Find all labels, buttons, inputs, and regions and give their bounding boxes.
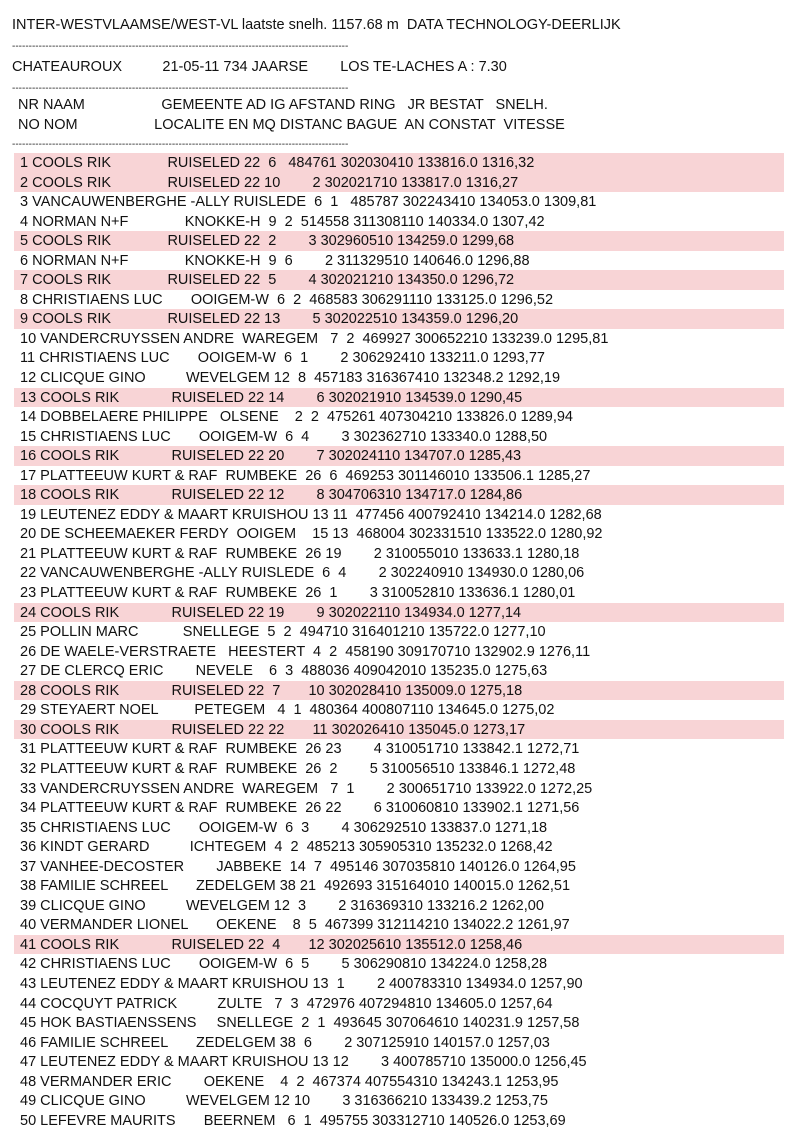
result-row-text: 38 FAMILIE SCHREEL ZEDELGEM 38 21 492693 315164010 140015.0 1262,51 [20,878,571,895]
result-row-highlighted [0,388,800,408]
result-row [0,329,800,349]
result-row [0,915,800,935]
result-row-text: 23 PLATTEEUW KURT & RAF RUMBEKE 26 1 3 310052810 133636.1 1280,01 [20,585,576,602]
result-row [0,1052,800,1072]
result-row [0,583,800,603]
result-row-text: 40 VERMANDER LIONEL OEKENE 8 5 467399 312114210 134022.2 1261,97 [20,917,570,934]
result-row [0,837,800,857]
result-row [0,544,800,564]
result-row [0,1033,800,1053]
result-row-text: 21 PLATTEEUW KURT & RAF RUMBEKE 26 19 2 310055010 133633.1 1280,18 [20,545,580,562]
result-row [0,563,800,583]
result-row-highlighted [0,153,800,173]
result-row-highlighted [0,603,800,623]
result-row-text: 18 COOLS RIK RUISELED 22 12 8 304706310 134717.0 1284,86 [20,487,523,504]
result-row [0,251,800,271]
result-row [0,700,800,720]
result-row [0,1072,800,1092]
result-row-text: 27 DE CLERCQ ERIC NEVELE 6 3 488036 409042010 135235.0 1275,63 [20,663,548,680]
result-row-text: 33 VANDERCRUYSSEN ANDRE WAREGEM 7 1 2 300651710 133922.0 1272,25 [20,780,593,797]
result-row-text: 34 PLATTEEUW KURT & RAF RUMBEKE 26 22 6 310060810 133902.1 1271,56 [20,800,580,817]
result-row-text: 22 VANCAUWENBERGHE -ALLY RUISLEDE 6 4 2 302240910 134930.0 1280,06 [20,565,585,582]
separator-line: ----------------------------------------------------------------------------------------------------- [12,84,349,94]
result-row-text: 7 COOLS RIK RUISELED 22 5 4 302021210 134350.0 1296,72 [20,272,515,289]
result-row [0,192,800,212]
result-row [0,896,800,916]
result-row-text: 49 CLICQUE GINO WEVELGEM 12 10 3 316366210 133439.2 1253,75 [20,1093,548,1110]
result-row-text: 31 PLATTEEUW KURT & RAF RUMBEKE 26 23 4 310051710 133842.1 1272,71 [20,741,580,758]
result-row-text: 46 FAMILIE SCHREEL ZEDELGEM 38 6 2 307125910 140157.0 1257,03 [20,1034,550,1051]
result-row-text: 41 COOLS RIK RUISELED 22 4 12 302025610 135512.0 1258,46 [20,936,523,953]
result-row-text: 1 COOLS RIK RUISELED 22 6 484761 302030410 133816.0 1316,32 [20,155,535,171]
race-info-line: CHATEAUROUX 21-05-11 734 JAARSE LOS TE-LACHES A : 7.30 [12,59,507,75]
result-row [0,779,800,799]
result-row-text: 20 DE SCHEEMAEKER FERDY OOIGEM 15 13 468004 302331510 133522.0 1280,92 [20,526,603,543]
result-row-text: 10 VANDERCRUYSSEN ANDRE WAREGEM 7 2 469927 300652210 133239.0 1295,81 [20,330,609,347]
result-row-text: 42 CHRISTIAENS LUC OOIGEM-W 6 5 5 306290810 134224.0 1258,28 [20,956,548,973]
result-row-text: 44 COCQUYT PATRICK ZULTE 7 3 472976 407294810 134605.0 1257,64 [20,995,553,1012]
result-row-highlighted [0,720,800,740]
result-row-text: 17 PLATTEEUW KURT & RAF RUMBEKE 26 6 469253 301146010 133506.1 1285,27 [20,467,591,484]
result-row [0,505,800,525]
result-row-text: 16 COOLS RIK RUISELED 22 20 7 302024110 134707.0 1285,43 [20,448,522,465]
result-row [0,212,800,232]
result-row [0,974,800,994]
result-row-highlighted [0,485,800,505]
result-row-text: 19 LEUTENEZ EDDY & MAART KRUISHOU 13 11 477456 400792410 134214.0 1282,68 [20,506,602,523]
result-row-text: 14 DOBBELAERE PHILIPPE OLSENE 2 2 475261 407304210 133826.0 1289,94 [20,409,573,426]
result-row-text: 47 LEUTENEZ EDDY & MAART KRUISHOU 13 12 3 400785710 135000.0 1256,45 [20,1054,587,1071]
result-row-highlighted [0,446,800,466]
results-list [0,153,800,1130]
result-row-text: 26 DE WAELE-VERSTRAETE HEESTERT 4 2 458190 309170710 132902.9 1276,11 [20,643,591,660]
result-row-text: 50 LEFEVRE MAURITS BEERNEM 6 1 495755 303312710 140526.0 1253,69 [20,1112,566,1129]
separator-line: ----------------------------------------------------------------------------------------------------- [12,140,349,150]
result-row [0,466,800,486]
result-row [0,1111,800,1131]
result-row-text: 12 CLICQUE GINO WEVELGEM 12 8 457183 316367410 132348.2 1292,19 [20,370,561,387]
result-row [0,524,800,544]
result-row-text: 36 KINDT GERARD ICHTEGEM 4 2 485213 305905310 135232.0 1268,42 [20,839,553,856]
result-row [0,427,800,447]
result-row-highlighted [0,309,800,329]
separator-line: ----------------------------------------------------------------------------------------------------- [12,42,349,52]
result-row [0,818,800,838]
result-row-text: 11 CHRISTIAENS LUC OOIGEM-W 6 1 2 306292410 133211.0 1293,77 [20,350,545,367]
result-row-text: 48 VERMANDER ERIC OEKENE 4 2 467374 407554310 134243.1 1253,95 [20,1073,559,1090]
result-row-text: 35 CHRISTIAENS LUC OOIGEM-W 6 3 4 306292510 133837.0 1271,18 [20,819,548,836]
result-row-text: 3 VANCAUWENBERGHE -ALLY RUISLEDE 6 1 485787 302243410 134053.0 1309,81 [20,194,597,211]
result-row [0,759,800,779]
result-row [0,290,800,310]
column-header-french: NO NOM LOCALITE EN MQ DISTANC BAGUE AN CONSTAT VITESSE [18,117,565,133]
result-row [0,622,800,642]
result-row-text: 45 HOK BASTIAENSSENS SNELLEGE 2 1 493645 307064610 140231.9 1257,58 [20,1015,580,1032]
result-row-text: 32 PLATTEEUW KURT & RAF RUMBEKE 26 2 5 310056510 133846.1 1272,48 [20,760,576,777]
result-row-text: 6 NORMAN N+F KNOKKE-H 9 6 2 311329510 140646.0 1296,88 [20,252,530,269]
result-row-text: 37 VANHEE-DECOSTER JABBEKE 14 7 495146 307035810 140126.0 1264,95 [20,858,576,875]
result-row [0,661,800,681]
result-row-highlighted [0,231,800,251]
result-row-text: 43 LEUTENEZ EDDY & MAART KRUISHOU 13 1 2 400783310 134934.0 1257,90 [20,975,583,992]
result-row [0,954,800,974]
result-row-highlighted [0,935,800,955]
result-row-highlighted [0,270,800,290]
result-row-text: 5 COOLS RIK RUISELED 22 2 3 302960510 134259.0 1299,68 [20,233,515,250]
result-row-text: 2 COOLS RIK RUISELED 22 10 2 302021710 133817.0 1316,27 [20,174,519,191]
result-row [0,407,800,427]
result-row [0,348,800,368]
result-row-text: 25 POLLIN MARC SNELLEGE 5 2 494710 316401210 135722.0 1277,10 [20,624,546,641]
result-row [0,642,800,662]
result-row [0,857,800,877]
result-row [0,1091,800,1111]
result-row-highlighted [0,173,800,193]
result-row [0,876,800,896]
result-row-highlighted [0,681,800,701]
result-row-text: 15 CHRISTIAENS LUC OOIGEM-W 6 4 3 302362710 133340.0 1288,50 [20,428,548,445]
result-row [0,368,800,388]
result-row-text: 29 STEYAERT NOEL PETEGEM 4 1 480364 400807110 134645.0 1275,02 [20,702,555,719]
result-row-text: 9 COOLS RIK RUISELED 22 13 5 302022510 134359.0 1296,20 [20,311,519,328]
result-row-text: 24 COOLS RIK RUISELED 22 19 9 302022110 134934.0 1277,14 [20,604,522,621]
result-row [0,739,800,759]
column-header-dutch: NR NAAM GEMEENTE AD IG AFSTAND RING JR BESTAT SNELH. [18,97,548,113]
result-row [0,798,800,818]
result-row-text: 28 COOLS RIK RUISELED 22 7 10 302028410 135009.0 1275,18 [20,682,523,699]
result-row-text: 4 NORMAN N+F KNOKKE-H 9 2 514558 311308110 140334.0 1307,42 [20,213,545,230]
document-title: INTER-WESTVLAAMSE/WEST-VL laatste snelh. 1157.68 m DATA TECHNOLOGY-DEERLIJK [12,17,621,33]
result-row-text: 39 CLICQUE GINO WEVELGEM 12 3 2 316369310 133216.2 1262,00 [20,897,544,914]
result-row-text: 30 COOLS RIK RUISELED 22 22 11 302026410 135045.0 1273,17 [20,721,526,738]
result-row-text: 13 COOLS RIK RUISELED 22 14 6 302021910 134539.0 1290,45 [20,389,523,406]
result-row-text: 8 CHRISTIAENS LUC OOIGEM-W 6 2 468583 306291110 133125.0 1296,52 [20,291,554,308]
result-row [0,994,800,1014]
result-row [0,1013,800,1033]
